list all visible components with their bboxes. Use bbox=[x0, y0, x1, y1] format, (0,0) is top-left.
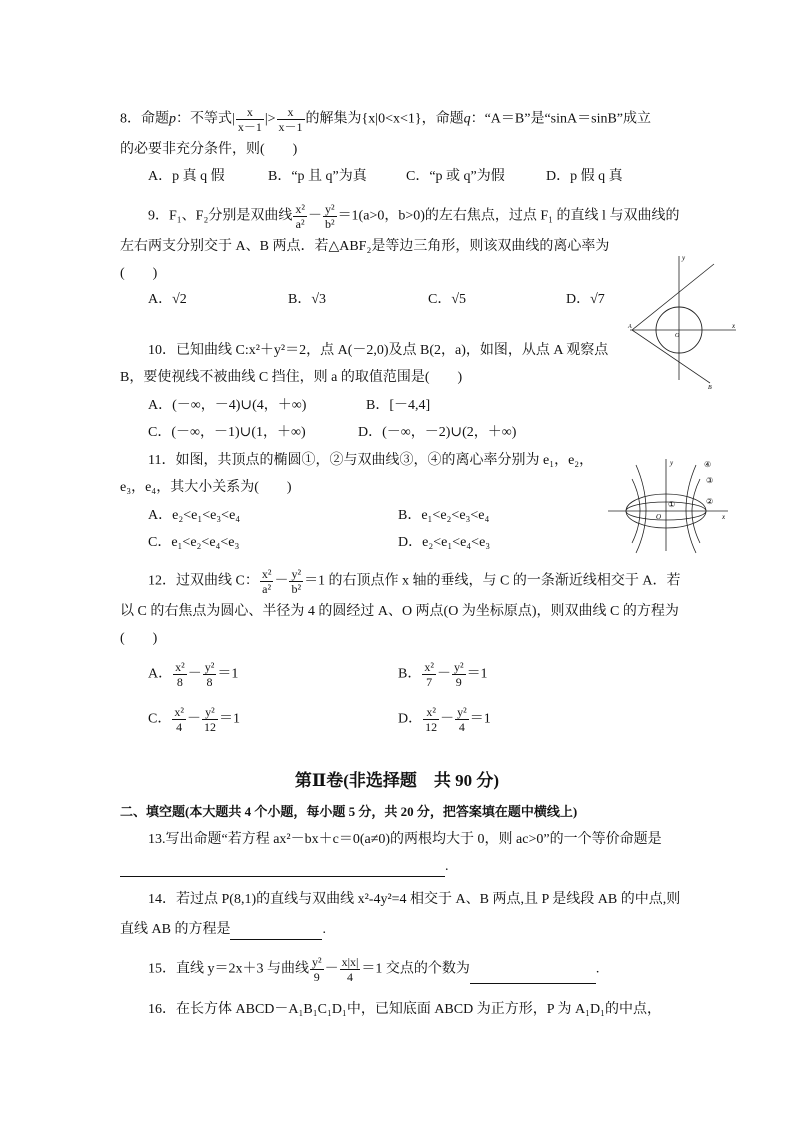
q15-frac1-num: y² bbox=[312, 955, 322, 969]
q8-frac1 bbox=[236, 105, 264, 134]
q10-fig-label-o: O bbox=[675, 333, 680, 339]
q12-option-b-frac2 bbox=[452, 660, 466, 689]
q8-text1: 8．命题 bbox=[120, 111, 169, 127]
q12-option-c-tail: ＝1 bbox=[218, 711, 240, 727]
q10-fig-label-a: A bbox=[628, 324, 632, 330]
q12-option-a-d2: 8 bbox=[206, 675, 213, 689]
q12-option-d-d2: 4 bbox=[458, 720, 465, 734]
q11-fig-label-o: O bbox=[656, 513, 662, 521]
q12-option-b-n2: y² bbox=[453, 660, 464, 674]
q12-option-b-n1: x² bbox=[424, 660, 434, 674]
q8-text4: 的解集为{x|0<x<1}，命题 bbox=[305, 111, 464, 127]
q9-line1 bbox=[148, 202, 679, 231]
q9-text1: 9．F₁、F₂分别是双曲线 bbox=[148, 208, 293, 224]
q12-option-b-tail: ＝1 bbox=[466, 666, 488, 682]
q9-line2: 左右两支分别交于 A、B 两点．若△ABF₂是等边三角形，则该双曲线的离心率为 bbox=[120, 239, 610, 254]
q11-line1: 11．如图，共顶点的椭圆①，②与双曲线③，④的离心率分别为 e₁，e₂， bbox=[148, 453, 594, 468]
q12-option-d-n2: y² bbox=[457, 705, 467, 719]
q8-frac1-den: x－1 bbox=[237, 120, 262, 134]
q11-option-c: C．e₁<e₂<e₄<e₃ bbox=[148, 535, 240, 550]
q15-minus: － bbox=[324, 961, 339, 977]
q8-option-b: B．“p 且 q”为真 bbox=[268, 169, 367, 184]
q12-option-c-n1: x² bbox=[174, 705, 184, 719]
q9-text2: ＝1(a>0，b>0)的左右焦点，过点 F₁ 的直线 l 与双曲线的 bbox=[337, 208, 680, 224]
q12-option-d-label: D． bbox=[398, 711, 423, 727]
q11-fig-label-c4: ④ bbox=[704, 460, 712, 469]
q9-line3: ( ) bbox=[120, 266, 158, 281]
q9-option-b: B．√3 bbox=[288, 292, 327, 307]
part2-title: 第Ⅱ卷(非选择题 共 90 分) bbox=[294, 771, 500, 790]
q11-figure bbox=[604, 455, 734, 555]
q14-line2 bbox=[120, 920, 326, 940]
q12-option-b bbox=[398, 660, 488, 689]
q11-line2: e₃，e₄，其大小关系为( ) bbox=[120, 480, 292, 495]
q12-option-c-frac1 bbox=[172, 705, 186, 734]
q12-frac1 bbox=[260, 567, 274, 596]
q10-line1: 10．已知曲线 C:x²＋y²＝2，点 A(－2,0)及点 B(2，a)，如图，从点 A 观察点 bbox=[148, 343, 609, 358]
q12-text2: ＝1 的右顶点作 x 轴的垂线，与 C 的一条渐近线相交于 A．若 bbox=[304, 573, 681, 589]
q15-frac1 bbox=[310, 955, 324, 984]
q16-line1: 16．在长方体 ABCD－A₁B₁C₁D₁中，已知底面 ABCD 为正方形，P 为 A₁D₁的中点， bbox=[148, 1002, 661, 1017]
q8-line1 bbox=[120, 105, 651, 134]
q12-option-a-frac1 bbox=[173, 660, 187, 689]
section2-heading: 二、填空题(本大题共 4 个小题，每小题 5 分，共 20 分，把答案填在题中横线上) bbox=[120, 804, 578, 819]
q9-frac2-den: b² bbox=[324, 217, 335, 231]
q15-line1 bbox=[148, 955, 599, 984]
q12-option-b-d1: 7 bbox=[426, 675, 433, 689]
q14-text2: 直线 AB 的方程是 bbox=[120, 922, 231, 937]
q12-option-a-n2: y² bbox=[204, 660, 215, 674]
q10-fig-label-y: y bbox=[682, 254, 686, 262]
q13-answer-blank[interactable] bbox=[120, 860, 445, 877]
q10-option-a: A．(－∞，－4)∪(4，＋∞) bbox=[148, 398, 307, 413]
q11-option-a: A．e₂<e₁<e₃<e₄ bbox=[148, 508, 241, 523]
q9-option-a: A．√2 bbox=[148, 292, 187, 307]
q12-option-c-label: C． bbox=[148, 711, 172, 727]
q9-frac1-num: x² bbox=[295, 202, 305, 216]
q11-fig-label-x: x bbox=[722, 513, 726, 521]
q12-option-d-d1: 12 bbox=[425, 720, 438, 734]
q14-answer-blank[interactable] bbox=[230, 923, 322, 940]
q12-option-d-tail: ＝1 bbox=[469, 711, 491, 727]
q11-option-b: B．e₁<e₂<e₃<e₄ bbox=[398, 508, 490, 523]
q10-option-c: C．(－∞，－1)∪(1，＋∞) bbox=[148, 425, 306, 440]
q8-q: q bbox=[463, 111, 471, 127]
q8-option-a: A．p 真 q 假 bbox=[148, 169, 225, 184]
q12-option-a-minus: － bbox=[187, 666, 202, 682]
q11-fig-label-c2: ② bbox=[706, 497, 714, 506]
q12-frac1-num: x² bbox=[261, 567, 272, 581]
q9-frac1 bbox=[293, 202, 307, 231]
q12-frac2-num: y² bbox=[291, 567, 302, 581]
q12-option-d-frac1 bbox=[423, 705, 439, 734]
q11-fig-label-y: y bbox=[670, 459, 674, 467]
q10-option-d: D．(－∞，－2)∪(2，＋∞) bbox=[358, 425, 517, 440]
q12-option-c-n2: y² bbox=[202, 705, 218, 720]
q11-fig-hyperbola-4-left bbox=[636, 465, 646, 553]
q12-option-a-n1: x² bbox=[175, 660, 185, 674]
q15-frac2 bbox=[340, 955, 361, 984]
q15-frac2-den: 4 bbox=[347, 970, 354, 984]
q15-answer-blank[interactable] bbox=[470, 967, 596, 984]
q12-option-a-label: A． bbox=[148, 666, 173, 682]
q9-option-c: C．√5 bbox=[428, 292, 467, 307]
q12-option-c bbox=[148, 705, 240, 734]
q11-option-d: D．e₂<e₁<e₄<e₃ bbox=[398, 535, 491, 550]
q12-minus: － bbox=[274, 573, 289, 589]
q12-option-a bbox=[148, 660, 238, 689]
q12-frac2-den: b² bbox=[291, 582, 302, 596]
q11-fig-hyperbola-4-right bbox=[686, 465, 696, 553]
q9-frac1-den: a² bbox=[295, 217, 305, 231]
q8-option-c: C．“p 或 q”为假 bbox=[406, 169, 505, 184]
q12-option-d-minus: － bbox=[440, 711, 455, 727]
q13-end: . bbox=[445, 859, 449, 874]
q12-option-c-d1: 4 bbox=[176, 720, 183, 734]
q8-text2: ：不等式| bbox=[176, 111, 235, 127]
q11-fig-label-c1: ① bbox=[668, 500, 676, 509]
q12-option-b-d2: 9 bbox=[455, 675, 462, 689]
q12-option-b-frac1 bbox=[422, 660, 436, 689]
q15-frac2-num: x|x| bbox=[341, 955, 359, 969]
q14-end: . bbox=[322, 922, 326, 937]
q10-option-b: B．[－4,4] bbox=[366, 398, 431, 413]
q15-text1: 15．直线 y＝2x＋3 与曲线 bbox=[148, 961, 309, 977]
q12-line3: ( ) bbox=[120, 631, 158, 646]
q9-frac2 bbox=[323, 202, 337, 231]
q10-figure bbox=[624, 250, 744, 390]
q9-frac2-num: y² bbox=[324, 202, 335, 216]
q8-text5: ：“A＝B”是“sinA＝sinB”成立 bbox=[470, 111, 652, 127]
q8-option-d: D．p 假 q 真 bbox=[546, 169, 623, 184]
q12-option-a-frac2 bbox=[203, 660, 217, 689]
q10-line2: B，要使视线不被曲线 C 挡住，则 a 的取值范围是( ) bbox=[120, 370, 463, 385]
q10-fig-label-b: B bbox=[708, 385, 712, 390]
q9-option-d: D．√7 bbox=[566, 292, 605, 307]
q12-option-a-d1: 8 bbox=[176, 675, 183, 689]
q8-p: p bbox=[169, 111, 176, 127]
q12-line2: 以 C 的右焦点为圆心、半径为 4 的圆经过 A、O 两点(O 为坐标原点)，则双曲线 C 的方程为 bbox=[120, 604, 679, 619]
q12-line1 bbox=[148, 567, 681, 596]
q12-option-c-minus: － bbox=[186, 711, 201, 727]
q12-option-c-d2: 12 bbox=[203, 720, 216, 734]
q15-text2: ＝1 交点的个数为 bbox=[361, 961, 470, 977]
q12-option-d-n1: x² bbox=[423, 705, 439, 720]
q12-option-b-label: B． bbox=[398, 666, 422, 682]
q10-fig-tangent-up bbox=[632, 264, 714, 330]
q12-option-a-tail: ＝1 bbox=[217, 666, 239, 682]
q11-fig-label-c3: ③ bbox=[706, 476, 714, 485]
q10-fig-tangent-down bbox=[632, 330, 710, 383]
q13-line2 bbox=[120, 857, 449, 877]
q10-fig-label-x: x bbox=[732, 322, 736, 330]
q12-text1: 12．过双曲线 C： bbox=[148, 573, 259, 589]
q12-frac2 bbox=[289, 567, 303, 596]
q8-line2: 的必要非充分条件，则( ) bbox=[120, 142, 298, 157]
q12-option-b-minus: － bbox=[436, 666, 451, 682]
q12-frac1-den: a² bbox=[262, 582, 272, 596]
q13-line1: 13.写出命题“若方程 ax²－bx＋c＝0(a≠0)的两根均大于 0，则 ac>0”的一个等价命题是 bbox=[148, 832, 662, 847]
q8-frac2-num: x bbox=[277, 105, 305, 120]
q8-text3: |> bbox=[264, 111, 276, 127]
q9-minus: － bbox=[307, 208, 322, 224]
q15-frac1-den: 9 bbox=[313, 970, 320, 984]
q8-frac1-num: x bbox=[236, 105, 264, 120]
q8-frac2 bbox=[277, 105, 305, 134]
q12-option-d bbox=[398, 705, 491, 734]
q15-end: . bbox=[595, 961, 600, 977]
q14-line1: 14．若过点 P(8,1)的直线与双曲线 x²-4y²=4 相交于 A、B 两点,且 P 是线段 AB 的中点,则 bbox=[148, 892, 681, 907]
q12-option-c-frac2 bbox=[202, 705, 218, 734]
q12-option-d-frac2 bbox=[455, 705, 469, 734]
q8-frac2-den: x－1 bbox=[278, 120, 303, 134]
